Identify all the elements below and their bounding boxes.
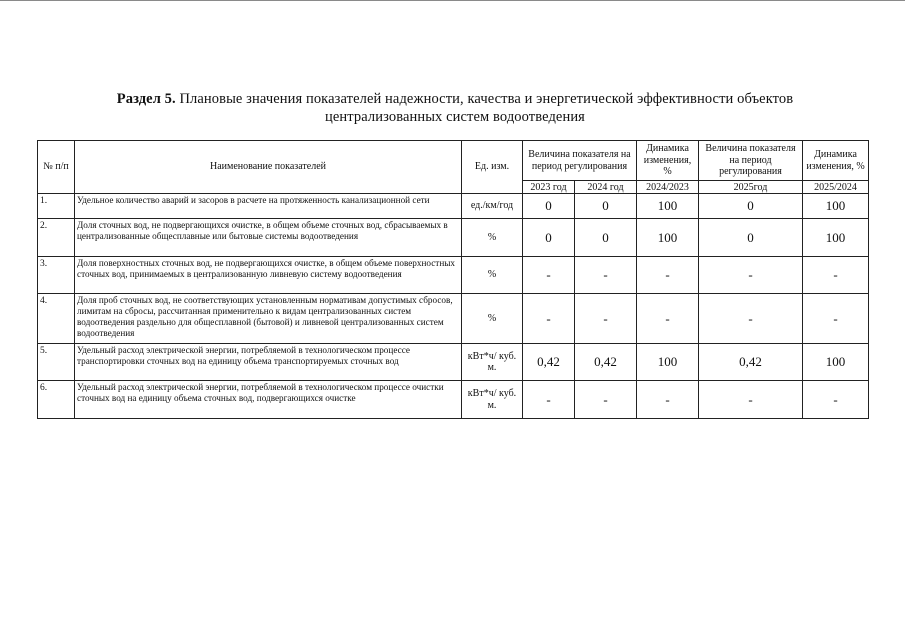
value-2024: - <box>575 381 637 419</box>
indicator-name: Удельное количество аварий и засоров в расчете на протяженность канализационной сети <box>75 194 462 219</box>
dynamics-2025-2024: - <box>803 257 869 294</box>
col-header-2024: 2024 год <box>575 181 637 194</box>
value-2025: - <box>699 381 803 419</box>
value-2023: 0,42 <box>523 344 575 381</box>
value-2023: - <box>523 257 575 294</box>
section-label: Раздел 5. <box>116 91 176 107</box>
table-row <box>38 344 869 381</box>
value-2025: 0,42 <box>699 344 803 381</box>
indicator-unit: ед./км/год <box>462 194 523 219</box>
row-number: 2. <box>38 219 75 257</box>
dynamics-2025-2024: 100 <box>803 194 869 219</box>
value-2024: 0 <box>575 194 637 219</box>
value-2023: 0 <box>523 194 575 219</box>
col-header-2024-2023: 2024/2023 <box>637 181 699 194</box>
dynamics-2024-2023: 100 <box>637 194 699 219</box>
col-header-period-2: Величина показателя на период регулирования <box>699 141 803 181</box>
table-row <box>38 381 869 419</box>
col-header-name: Наименование показателей <box>75 141 462 194</box>
page-title <box>60 90 850 126</box>
col-header-period-1: Величина показателя на период регулирования <box>523 141 637 181</box>
dynamics-2025-2024: - <box>803 381 869 419</box>
value-2025: 0 <box>699 194 803 219</box>
table-row <box>38 194 869 219</box>
indicator-unit: % <box>462 294 523 344</box>
value-2024: - <box>575 294 637 344</box>
col-header-num: № п/п <box>38 141 75 194</box>
value-2025: 0 <box>699 219 803 257</box>
indicator-name: Удельный расход электрической энергии, потребляемой в технологическом процессе транспортировки сточных вод на единицу объема транспортируемых сточных вод <box>75 344 462 381</box>
row-number: 5. <box>38 344 75 381</box>
dynamics-2024-2023: - <box>637 257 699 294</box>
row-number: 6. <box>38 381 75 419</box>
indicator-unit: % <box>462 257 523 294</box>
row-number: 4. <box>38 294 75 344</box>
table-row <box>38 219 869 257</box>
col-header-2023: 2023 год <box>523 181 575 194</box>
top-edge-line <box>0 0 905 1</box>
dynamics-2025-2024: 100 <box>803 344 869 381</box>
indicator-unit: кВт*ч/ куб. м. <box>462 381 523 419</box>
dynamics-2025-2024: 100 <box>803 219 869 257</box>
value-2025: - <box>699 294 803 344</box>
col-header-2025-2024: 2025/2024 <box>803 181 869 194</box>
value-2024: 0 <box>575 219 637 257</box>
value-2023: 0 <box>523 219 575 257</box>
indicator-name: Доля поверхностных сточных вод, не подвергающихся очистке, в общем объеме поверхностных сточных вод, принимаемых в централизованную ливневую систему водоотведения <box>75 257 462 294</box>
dynamics-2024-2023: - <box>637 294 699 344</box>
indicator-name: Доля проб сточных вод, не соответствующих установленным нормативам допустимых сбросов, лимитам на сбросы, рассчитанная применительно к видам централизованных систем водоотведения раздельно для общесплавной (бытовой) и ливневой централизованных систем водоотведения <box>75 294 462 344</box>
row-number: 1. <box>38 194 75 219</box>
header-row <box>38 141 869 181</box>
dynamics-2024-2023: 100 <box>637 344 699 381</box>
value-2024: - <box>575 257 637 294</box>
indicator-name: Доля сточных вод, не подвергающихся очистке, в общем объеме сточных вод, сбрасываемых в централизованные общесплавные или бытовые системы водоотведения <box>75 219 462 257</box>
indicators-table <box>37 140 869 419</box>
table-row <box>38 294 869 344</box>
dynamics-2024-2023: - <box>637 381 699 419</box>
indicator-unit: кВт*ч/ куб. м. <box>462 344 523 381</box>
col-header-dynamics-1: Динамика изменения, % <box>637 141 699 181</box>
value-2025: - <box>699 257 803 294</box>
value-2024: 0,42 <box>575 344 637 381</box>
dynamics-2025-2024: - <box>803 294 869 344</box>
section-title: Плановые значения показателей надежности, качества и энергетической эффективности объектов централизованных систем водоотведения <box>179 91 794 125</box>
col-header-2025: 2025год <box>699 181 803 194</box>
value-2023: - <box>523 381 575 419</box>
col-header-unit: Ед. изм. <box>462 141 523 194</box>
indicator-unit: % <box>462 219 523 257</box>
row-number: 3. <box>38 257 75 294</box>
value-2023: - <box>523 294 575 344</box>
dynamics-2024-2023: 100 <box>637 219 699 257</box>
indicator-name: Удельный расход электрической энергии, потребляемой в технологическом процессе очистки сточных вод на единицу объема сточных вод, подвергающихся очистке <box>75 381 462 419</box>
table-row <box>38 257 869 294</box>
col-header-dynamics-2: Динамика изменения, % <box>803 141 869 181</box>
